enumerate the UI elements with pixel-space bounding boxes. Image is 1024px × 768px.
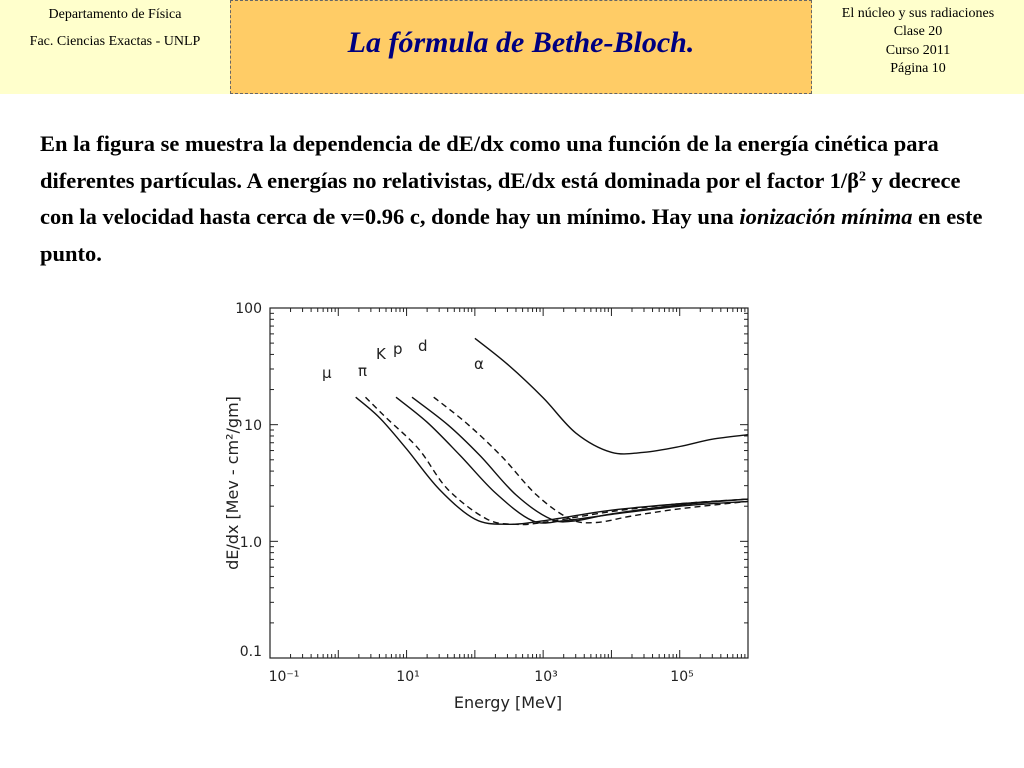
x-tick-label: 10⁻¹ <box>268 669 300 685</box>
body-paragraph <box>40 126 990 272</box>
header-left-box <box>0 0 230 94</box>
y-tick-label: 10 <box>244 418 262 434</box>
body-text-part2: y decrece con la velocidad hasta cerca de v=0.96 c, donde hay un mínimo. Hay una <box>40 167 961 229</box>
course-year-label: Curso 2011 <box>885 42 951 58</box>
curve-series-2 <box>396 397 748 523</box>
x-tick-label: 10¹ <box>396 669 420 685</box>
curve-label-pi: π <box>358 362 368 380</box>
y-tick-label: 0.1 <box>239 644 262 660</box>
body-text-part3: en este punto. <box>40 204 983 266</box>
bethe-bloch-figure <box>200 278 776 768</box>
course-topic-label: El núcleo y sus radiaciones <box>841 6 995 21</box>
curve-label-p: p <box>393 340 403 358</box>
page-number-label: Página 10 <box>890 61 946 77</box>
y-axis-label: dE/dx [Mev - cm²/gm] <box>223 396 242 570</box>
x-tick-label: 10³ <box>534 669 558 685</box>
class-number-label: Clase 20 <box>893 24 943 40</box>
y-tick-label: 100 <box>235 301 262 317</box>
title-box <box>230 0 812 94</box>
slide-title: La fórmula de Bethe-Bloch. <box>347 26 695 59</box>
body-text-part1: En la figura se muestra la dependencia de dE/dx como una función de la energía cinética para diferentes partículas. A energías no relativistas, dE/dx está dominada por el factor 1/β <box>40 131 939 193</box>
bethe-bloch-chart <box>200 278 776 768</box>
curve-label-d: d <box>418 337 428 355</box>
body-text-emphasis: ionización mínima <box>739 204 913 229</box>
curve-label-k: K <box>376 345 386 363</box>
x-axis-label: Energy [MeV] <box>453 693 563 712</box>
curve-series-5 <box>475 338 748 454</box>
faculty-label: Fac. Ciencias Exactas - UNLP <box>29 33 201 49</box>
department-label: Departamento de Física <box>48 7 182 22</box>
beta-exponent: 2 <box>858 168 866 184</box>
curve-label-mu: μ <box>322 364 332 382</box>
plot-frame <box>270 308 748 658</box>
header-right-box <box>812 0 1024 94</box>
curve-label-alpha: α <box>474 355 484 373</box>
y-tick-label: 1.0 <box>239 535 262 551</box>
x-tick-label: 10⁵ <box>670 669 694 685</box>
